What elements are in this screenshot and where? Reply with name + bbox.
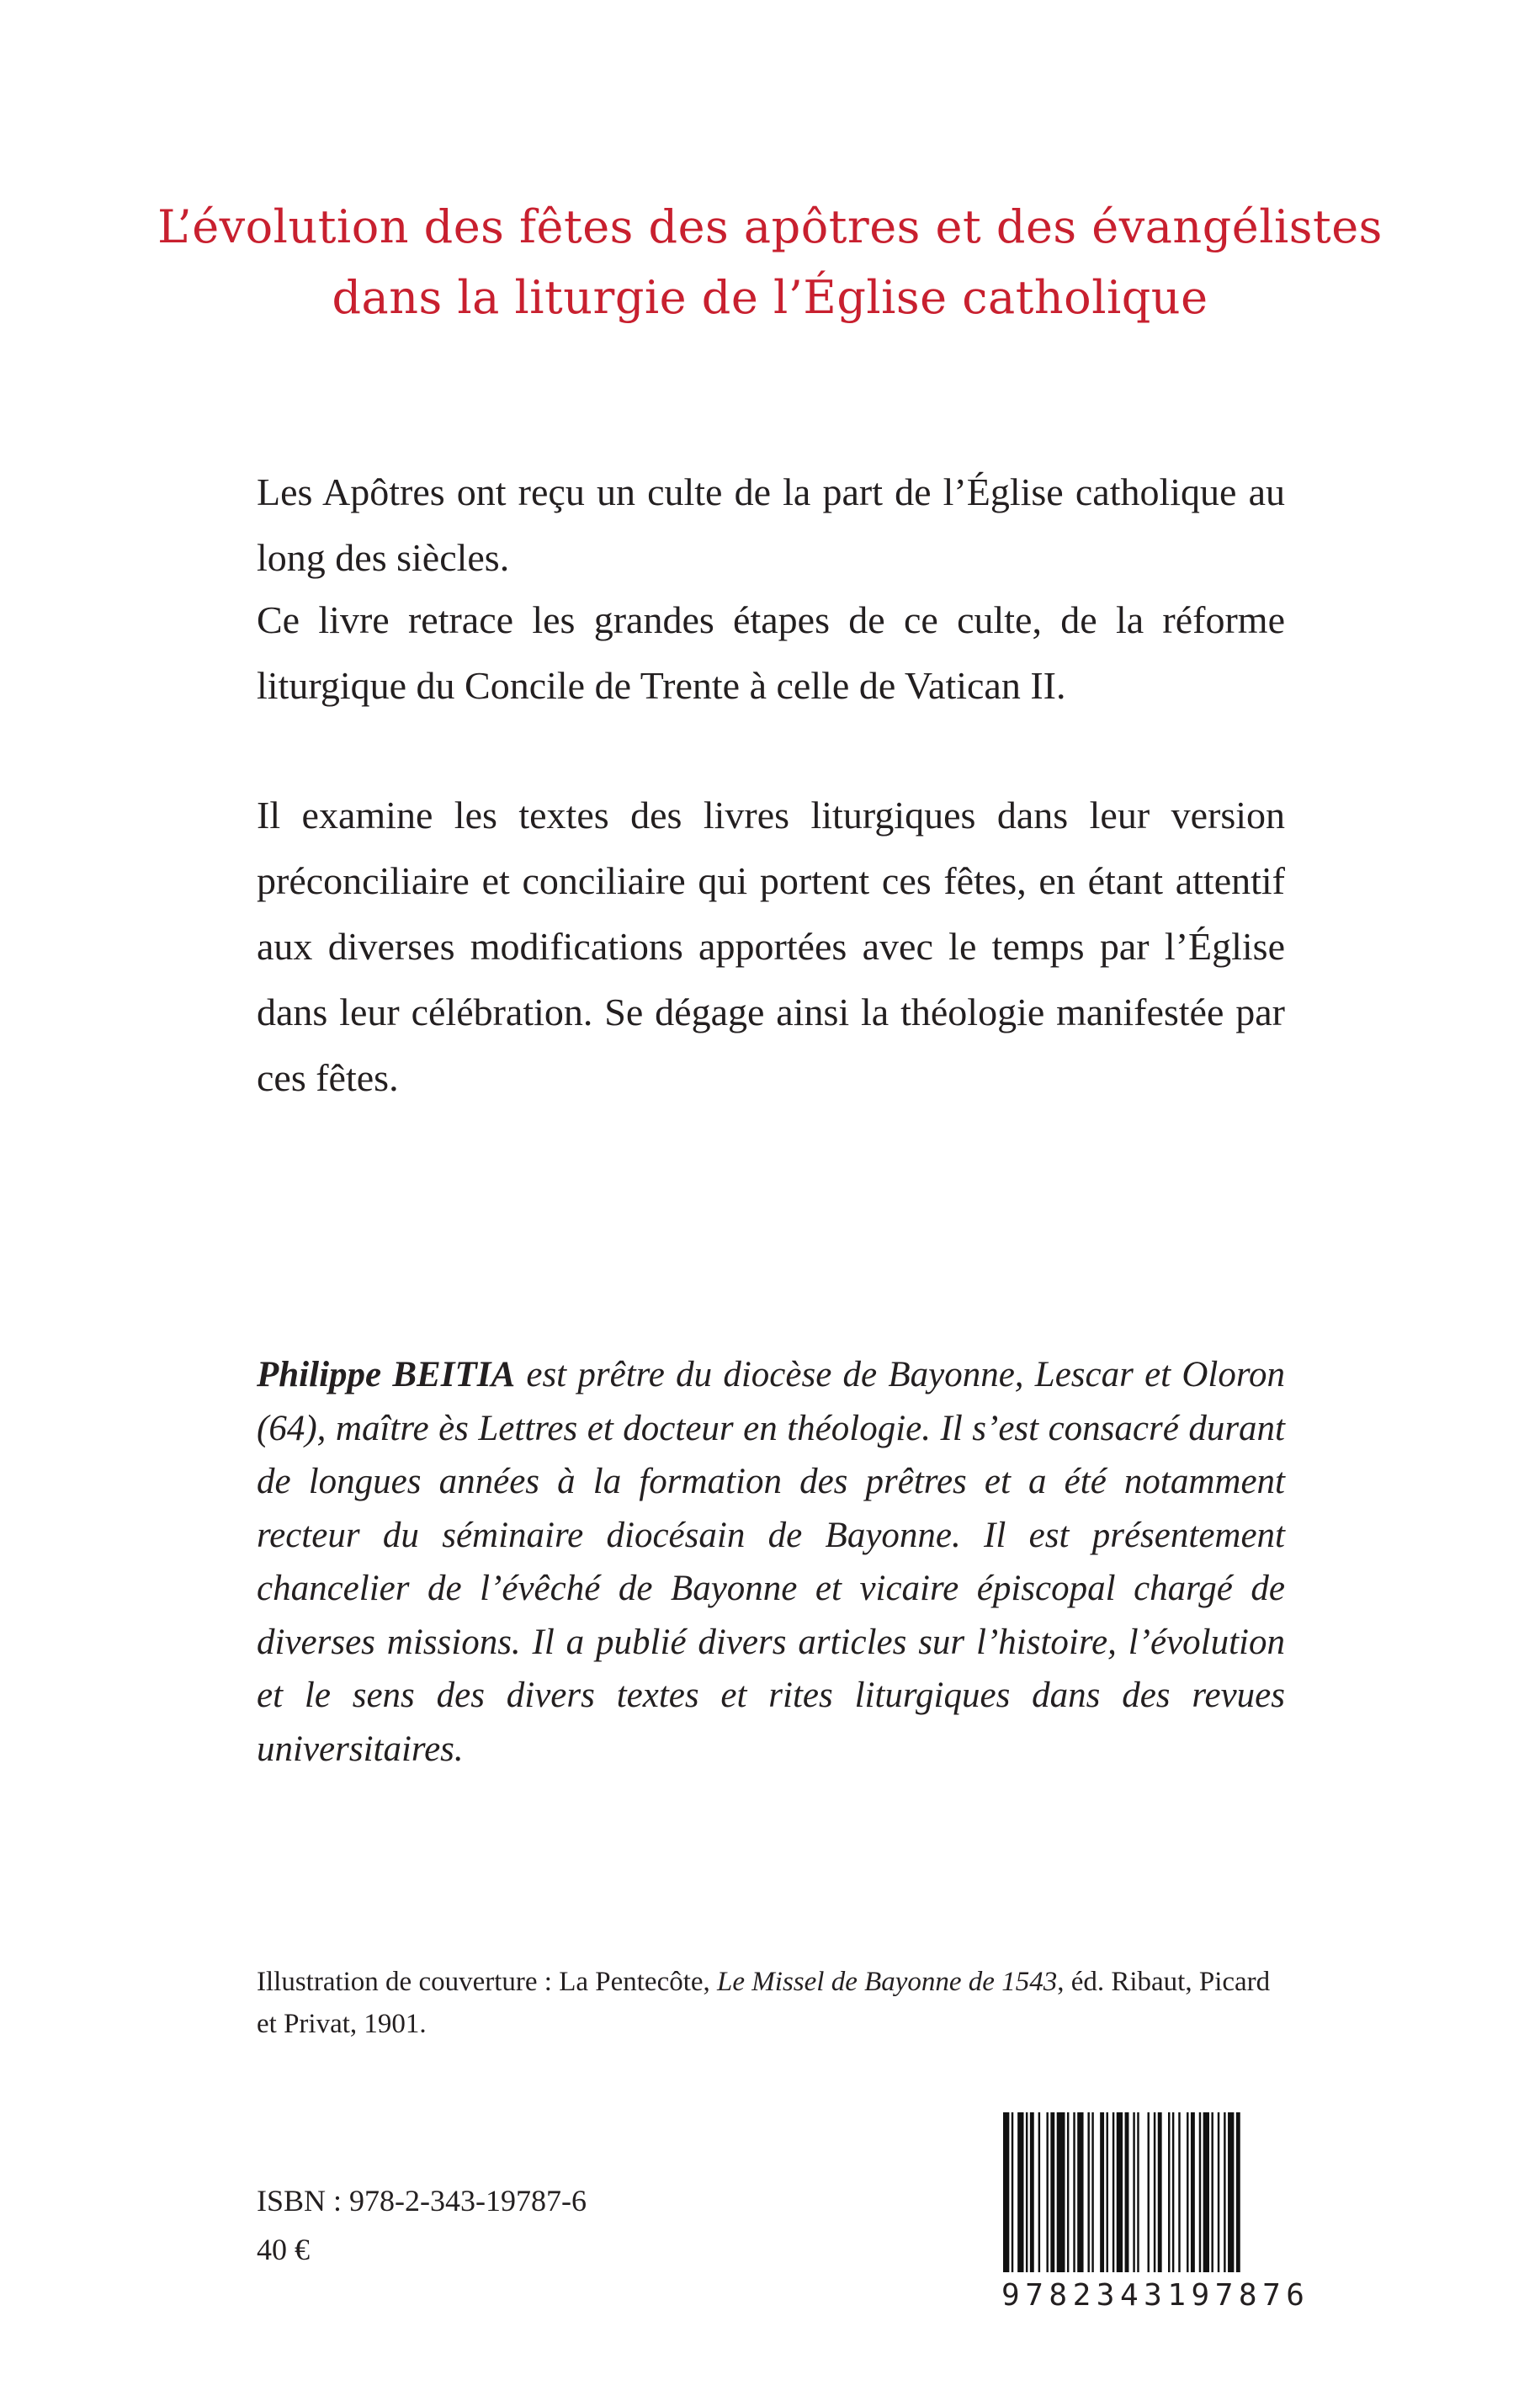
barcode-bar [1133, 2112, 1134, 2272]
barcode-bar [1107, 2112, 1108, 2272]
description-paragraph-3: Il examine les textes des livres liturgiques dans leur version préconciliaire et conciliaire qui portent ces fêtes, en étant attentif aux diverses modifications apportées avec le temps par l’Église dans leur célébration. Se dégage ainsi la théologie manifestée par ces fêtes. [257, 794, 1285, 1099]
barcode-bar [1117, 2112, 1123, 2272]
title-line-1: L’évolution des fêtes des apôtres et des évangélistes [157, 200, 1383, 253]
barcode-bar [1191, 2112, 1195, 2272]
barcode-bars-icon [1001, 2112, 1304, 2281]
barcode-bar [1224, 2112, 1225, 2272]
barcode-bar [1026, 2112, 1028, 2272]
credit-work-title: Le Missel de Bayonne de 1543 [717, 1967, 1058, 1997]
barcode-bar [1057, 2112, 1065, 2272]
barcode-bar [1050, 2112, 1054, 2272]
barcode-bar [1236, 2112, 1240, 2272]
barcode-digit: 4 [1119, 2278, 1139, 2313]
description-paragraph-2: Ce livre retrace les grandes étapes de ce culte, de la réforme liturgique du Concile de Trente à celle de Vatican II. [257, 598, 1285, 707]
barcode-bar [1172, 2112, 1174, 2272]
barcode-digits [1001, 2279, 1304, 2313]
cover-illustration-credit: Illustration de couverture : La Pentecôte, Le Missel de Bayonne de 1543, éd. Ribaut, Picard et Privat, 1901. [257, 1967, 1271, 2039]
barcode [1001, 2112, 1304, 2314]
isbn-text: ISBN : 978-2-343-19787-6 [257, 2184, 587, 2218]
barcode-bar [1154, 2112, 1155, 2272]
barcode-bar [1100, 2112, 1104, 2272]
barcode-bar [1017, 2112, 1023, 2272]
barcode-digit: 7 [1025, 2278, 1043, 2313]
barcode-bar [1178, 2112, 1180, 2272]
barcode-digit: 2 [1072, 2278, 1091, 2313]
barcode-bar [1012, 2112, 1013, 2272]
author-bio-text: est prêtre du diocèse de Bayonne, Lescar et Oloron (64), maître ès Lettres et docteur en théologie. Il s’est consacré durant de longues années à la formation des prêtres et a été notamment recteur du séminaire diocésain de Bayonne. Il est présentement chancelier de l’évêché de Bayonne et vicaire épiscopal chargé de diverses missions. Il a publié divers articles sur l’histoire, l’évolution et le sens des divers textes et rites liturgiques dans des revues universitaires. [257, 1355, 1285, 1769]
barcode-bar [1211, 2112, 1213, 2272]
barcode-digit: 1 [1167, 2278, 1186, 2313]
barcode-digit: 8 [1049, 2278, 1068, 2313]
barcode-digit: 7 [1262, 2278, 1281, 2313]
description-paragraph-1: Les Apôtres ont reçu un culte de la part de l’Église catholique au long des siècles. [257, 470, 1285, 579]
price-text: 40 € [257, 2233, 310, 2266]
barcode-bar [1228, 2112, 1234, 2272]
title-line-2: dans la liturgie de l’Église catholique [332, 271, 1208, 324]
barcode-bar [1187, 2112, 1188, 2272]
barcode-digit: 6 [1286, 2278, 1304, 2313]
barcode-bar [1148, 2112, 1150, 2272]
barcode-digit: 9 [1191, 2278, 1210, 2313]
barcode-digit: 3 [1096, 2278, 1115, 2313]
barcode-bar [1125, 2112, 1129, 2272]
barcode-digit: 3 [1144, 2278, 1162, 2313]
author-bio [257, 1348, 1285, 1776]
barcode-bar [1199, 2112, 1201, 2272]
barcode-bar [1113, 2112, 1114, 2272]
barcode-bar [1087, 2112, 1089, 2272]
barcode-digit: 7 [1214, 2278, 1234, 2313]
barcode-bar [1158, 2112, 1162, 2272]
barcode-bar [1168, 2112, 1170, 2272]
barcode-bar [1137, 2112, 1139, 2272]
barcode-digit: 9 [1001, 2278, 1020, 2313]
barcode-bar [1218, 2112, 1219, 2272]
barcode-digit: 8 [1238, 2278, 1257, 2313]
author-name: Philippe BEITIA [257, 1355, 516, 1394]
barcode-bar [1077, 2112, 1083, 2272]
barcode-bar [1003, 2112, 1009, 2272]
barcode-bar [1038, 2112, 1040, 2272]
barcode-bar [1046, 2112, 1048, 2272]
barcode-bar [1030, 2112, 1034, 2272]
barcode-bar [1091, 2112, 1093, 2272]
book-title [126, 192, 1414, 333]
barcode-bar [1073, 2112, 1075, 2272]
barcode-bar [1203, 2112, 1209, 2272]
barcode-bar [1067, 2112, 1069, 2272]
